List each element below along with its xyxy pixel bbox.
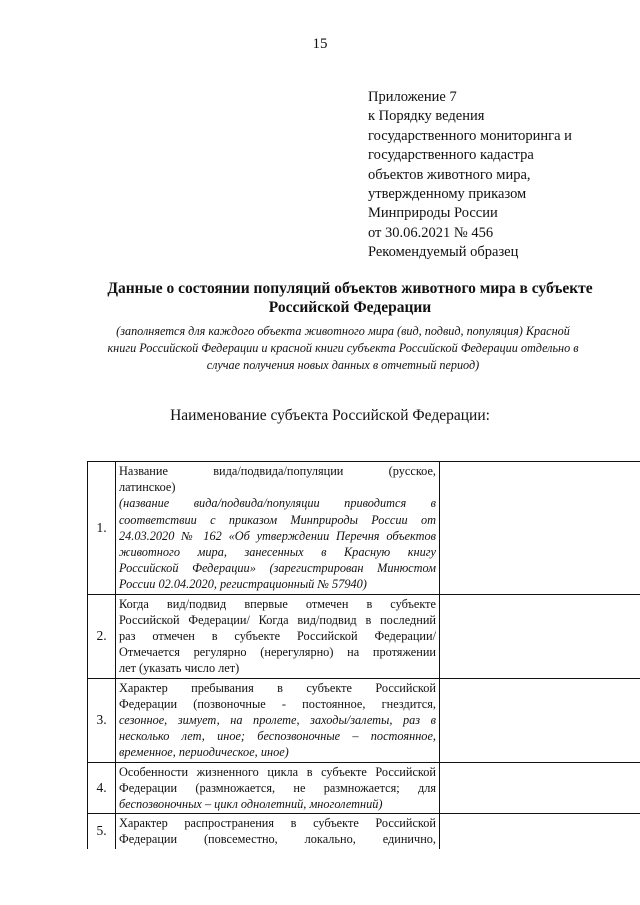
value-cell[interactable] [440,462,640,595]
desc-line: Федерации (повсеместно, локально, единично, [119,832,436,847]
desc-line: временное, периодическое, иное) [119,745,289,760]
row-number: 2. [88,594,116,678]
desc-line: беспозвоночных – цикл однолетний, многолетний) [119,797,383,812]
note-line: книги Российской Федерации и красной книги субъекта Российской Федерации отдельно в [107,341,579,355]
row-description [116,594,440,678]
table-row [88,594,640,678]
fill-instruction-note [78,323,608,374]
desc-line: животного мира, занесенных в Красную книгу [119,545,436,560]
desc-line: лет (указать число лет) [119,661,240,676]
row-description [116,762,440,814]
appendix-line: утвержденному приказом [368,186,527,203]
row-number: 4. [88,762,116,814]
appendix-line: Приложение 7 [368,89,457,105]
row-number: 1. [88,462,116,595]
note-line: (заполняется для каждого объекта животного мира (вид, подвид, популяция) Красной [116,324,570,338]
appendix-line: государственного мониторинга и [368,127,572,144]
value-cell[interactable] [440,678,640,762]
desc-line: несколько лет, иное; беспозвоночные – постоянное, [119,729,436,744]
value-cell[interactable] [440,814,640,849]
desc-line: Российской Федерации/ Когда вид/подвид в последний [119,612,436,627]
title-line: Российской Федерации [268,299,432,316]
data-table [87,461,640,849]
document-title [60,279,640,317]
row-description [116,814,440,849]
page-number: 15 [312,36,328,52]
desc-line: Отмечается регулярно (нерегулярно) на протяжении [119,645,436,660]
note-line: случае получения новых данных в отчетный период) [206,358,480,372]
value-cell[interactable] [440,594,640,678]
row-description [116,462,440,595]
desc-line: Российской Федерации» (зарегистрирован Минюстом [119,561,436,576]
desc-line: Особенности жизненного цикла в субъекте Российской [119,764,436,779]
table-row [88,814,640,849]
appendix-line: Минприроды России [368,205,498,222]
sample-label: Рекомендуемый образец [368,244,519,260]
desc-line: России 02.04.2020, регистрационный № 57940) [119,577,367,592]
desc-line: Характер распространения в субъекте Российской [119,816,436,831]
subject-label: Наименование субъекта Российской Федерации: [170,407,490,424]
desc-line: Федерации (позвоночные - постоянное, гнездится, [119,696,436,711]
appendix-header [368,88,572,243]
desc-line: Федерации (размножается, не размножается; для [119,780,436,795]
desc-line: латинское) [119,480,176,495]
appendix-line: к Порядку ведения [368,108,485,125]
appendix-line: объектов животного мира, [368,166,531,183]
desc-line: сезонное, зимует, на пролете, заходы/залеты, раз в [119,713,436,728]
desc-line: соответствии с приказом Минприроды России от [119,512,436,527]
title-line: Данные о состоянии популяций объектов животного мира в субъекте [107,280,593,297]
appendix-line: государственного кадастра [368,147,534,164]
row-number: 5. [88,814,116,849]
desc-line: Название вида/подвида/популяции (русское, [119,464,436,478]
table-row [88,462,640,595]
desc-line: раз отмечен в субъекте Российской Федерации/ [119,629,436,644]
table-row [88,678,640,762]
value-cell[interactable] [440,762,640,814]
desc-line: Характер пребывания в субъекте Российской [119,680,436,695]
appendix-line: от 30.06.2021 № 456 [368,224,494,241]
row-description [116,678,440,762]
desc-line: (название вида/подвида/популяции приводится в [119,496,436,511]
desc-line: Когда вид/подвид впервые отмечен в субъекте [119,596,436,611]
row-number: 3. [88,678,116,762]
table-row [88,762,640,814]
desc-line: 24.03.2020 № 162 «Об утверждении Перечня объектов [119,528,436,543]
